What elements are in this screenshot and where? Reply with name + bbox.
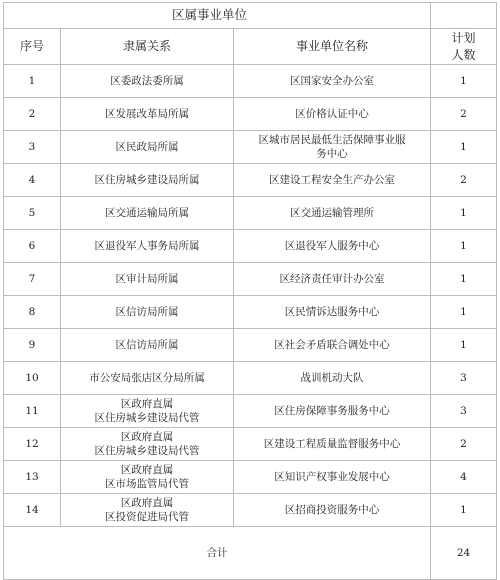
header-row	[4, 29, 497, 65]
row-affiliation	[61, 329, 234, 362]
row-plan-count: 1	[431, 131, 497, 164]
row-unit-name-line: 区价格认证中心	[295, 107, 369, 120]
row-affiliation-line: 市公安局张店区分局所属	[89, 371, 205, 384]
row-unit-name-line: 区交通运输管理所	[290, 206, 374, 219]
row-affiliation-line: 区政府直属	[120, 463, 174, 476]
row-seq: 12	[4, 428, 61, 461]
row-unit-name-line: 务中心	[316, 148, 348, 160]
row-unit-name	[234, 428, 431, 461]
table-title-blank-cell	[431, 3, 497, 29]
row-unit-name	[234, 164, 431, 197]
header-affiliation: 隶属关系	[61, 29, 234, 65]
table-row	[4, 98, 497, 131]
row-seq: 2	[4, 98, 61, 131]
table-row	[4, 230, 497, 263]
row-unit-name	[234, 296, 431, 329]
row-seq: 3	[4, 131, 61, 164]
row-plan-count: 3	[431, 395, 497, 428]
row-unit-name	[234, 461, 431, 494]
row-unit-name-line: 区城市居民最低生活保障事业服	[258, 133, 406, 146]
table-row	[4, 164, 497, 197]
row-seq: 13	[4, 461, 61, 494]
row-seq: 11	[4, 395, 61, 428]
row-affiliation	[61, 428, 234, 461]
table-row	[4, 395, 497, 428]
row-plan-count: 4	[431, 461, 497, 494]
table-row	[4, 494, 497, 527]
table-row	[4, 296, 497, 329]
row-affiliation	[61, 131, 234, 164]
row-plan-count: 2	[431, 98, 497, 131]
row-affiliation-line: 区信访局所属	[115, 305, 179, 318]
row-affiliation	[61, 494, 234, 527]
row-plan-count: 1	[431, 230, 497, 263]
header-seq: 序号	[4, 29, 61, 65]
row-seq: 7	[4, 263, 61, 296]
row-seq: 14	[4, 494, 61, 527]
row-affiliation	[61, 362, 234, 395]
row-unit-name-line: 区退役军人服务中心	[284, 239, 380, 252]
row-plan-count: 1	[431, 296, 497, 329]
row-seq: 8	[4, 296, 61, 329]
row-affiliation-line: 区政府直属	[120, 430, 174, 443]
row-unit-name-line: 区国家安全办公室	[290, 74, 374, 87]
row-affiliation	[61, 65, 234, 98]
row-affiliation-line: 区市场监管局代管	[105, 478, 189, 490]
table-row	[4, 65, 497, 98]
row-affiliation-line: 区委政法委所属	[110, 74, 184, 87]
row-affiliation-line: 区信访局所属	[115, 338, 179, 351]
row-seq: 10	[4, 362, 61, 395]
table-row	[4, 428, 497, 461]
row-affiliation	[61, 197, 234, 230]
row-unit-name-line: 区招商投资服务中心	[284, 503, 380, 516]
table-row	[4, 329, 497, 362]
row-plan-count: 1	[431, 65, 497, 98]
row-unit-name-line: 战训机动大队	[300, 371, 364, 384]
row-affiliation-line: 区交通运输局所属	[105, 206, 189, 219]
table-row	[4, 197, 497, 230]
row-affiliation	[61, 230, 234, 263]
row-affiliation	[61, 461, 234, 494]
row-unit-name	[234, 131, 431, 164]
table-title: 区属事业单位	[4, 3, 431, 29]
table-row	[4, 362, 497, 395]
row-affiliation	[61, 263, 234, 296]
row-unit-name-line: 区知识产权事业发展中心	[274, 470, 390, 483]
row-plan-count: 2	[431, 428, 497, 461]
row-affiliation	[61, 296, 234, 329]
row-seq: 6	[4, 230, 61, 263]
row-unit-name	[234, 197, 431, 230]
row-plan-count: 3	[431, 362, 497, 395]
row-seq: 4	[4, 164, 61, 197]
public-institutions-table	[3, 2, 497, 580]
row-affiliation-line: 区审计局所属	[115, 272, 179, 285]
row-unit-name	[234, 362, 431, 395]
row-affiliation	[61, 164, 234, 197]
row-unit-name-line: 区社会矛盾联合调处中心	[274, 338, 390, 351]
row-plan-count: 1	[431, 197, 497, 230]
header-unit: 事业单位名称	[234, 29, 431, 65]
header-plan-line2: 人数	[451, 47, 476, 62]
row-affiliation-line: 区民政局所属	[115, 140, 179, 153]
row-unit-name-line: 区建设工程安全生产办公室	[269, 173, 395, 186]
row-unit-name	[234, 395, 431, 428]
total-label: 合计	[4, 527, 431, 580]
row-unit-name	[234, 230, 431, 263]
table-row	[4, 461, 497, 494]
row-seq: 1	[4, 65, 61, 98]
total-row	[4, 527, 497, 580]
row-seq: 9	[4, 329, 61, 362]
row-unit-name	[234, 329, 431, 362]
row-unit-name	[234, 263, 431, 296]
row-affiliation-line: 区住房城乡建设局代管	[94, 412, 200, 424]
row-plan-count: 1	[431, 494, 497, 527]
row-unit-name-line: 区建设工程质量监督服务中心	[263, 437, 401, 450]
row-affiliation-line: 区投资促进局代管	[105, 511, 189, 523]
row-unit-name	[234, 65, 431, 98]
row-affiliation-line: 区政府直属	[120, 496, 174, 509]
table-row	[4, 131, 497, 164]
row-unit-name-line: 区民情诉达服务中心	[284, 305, 380, 318]
row-unit-name-line: 区住房保障事务服务中心	[274, 404, 390, 417]
row-seq: 5	[4, 197, 61, 230]
header-plan-count	[431, 29, 497, 65]
row-unit-name	[234, 98, 431, 131]
row-affiliation-line: 区退役军人事务局所属	[94, 239, 200, 252]
row-plan-count: 1	[431, 263, 497, 296]
table-title-row	[4, 3, 497, 29]
row-affiliation-line: 区住房城乡建设局所属	[94, 173, 200, 186]
row-plan-count: 2	[431, 164, 497, 197]
row-affiliation	[61, 98, 234, 131]
row-unit-name-line: 区经济责任审计办公室	[279, 272, 385, 285]
row-affiliation	[61, 395, 234, 428]
header-plan-line1: 计划	[451, 31, 476, 46]
row-plan-count: 1	[431, 329, 497, 362]
row-affiliation-line: 区政府直属	[120, 397, 174, 410]
row-affiliation-line: 区住房城乡建设局代管	[94, 445, 200, 457]
table-row	[4, 263, 497, 296]
row-affiliation-line: 区发展改革局所属	[105, 107, 189, 120]
total-value: 24	[431, 527, 497, 580]
row-unit-name	[234, 494, 431, 527]
